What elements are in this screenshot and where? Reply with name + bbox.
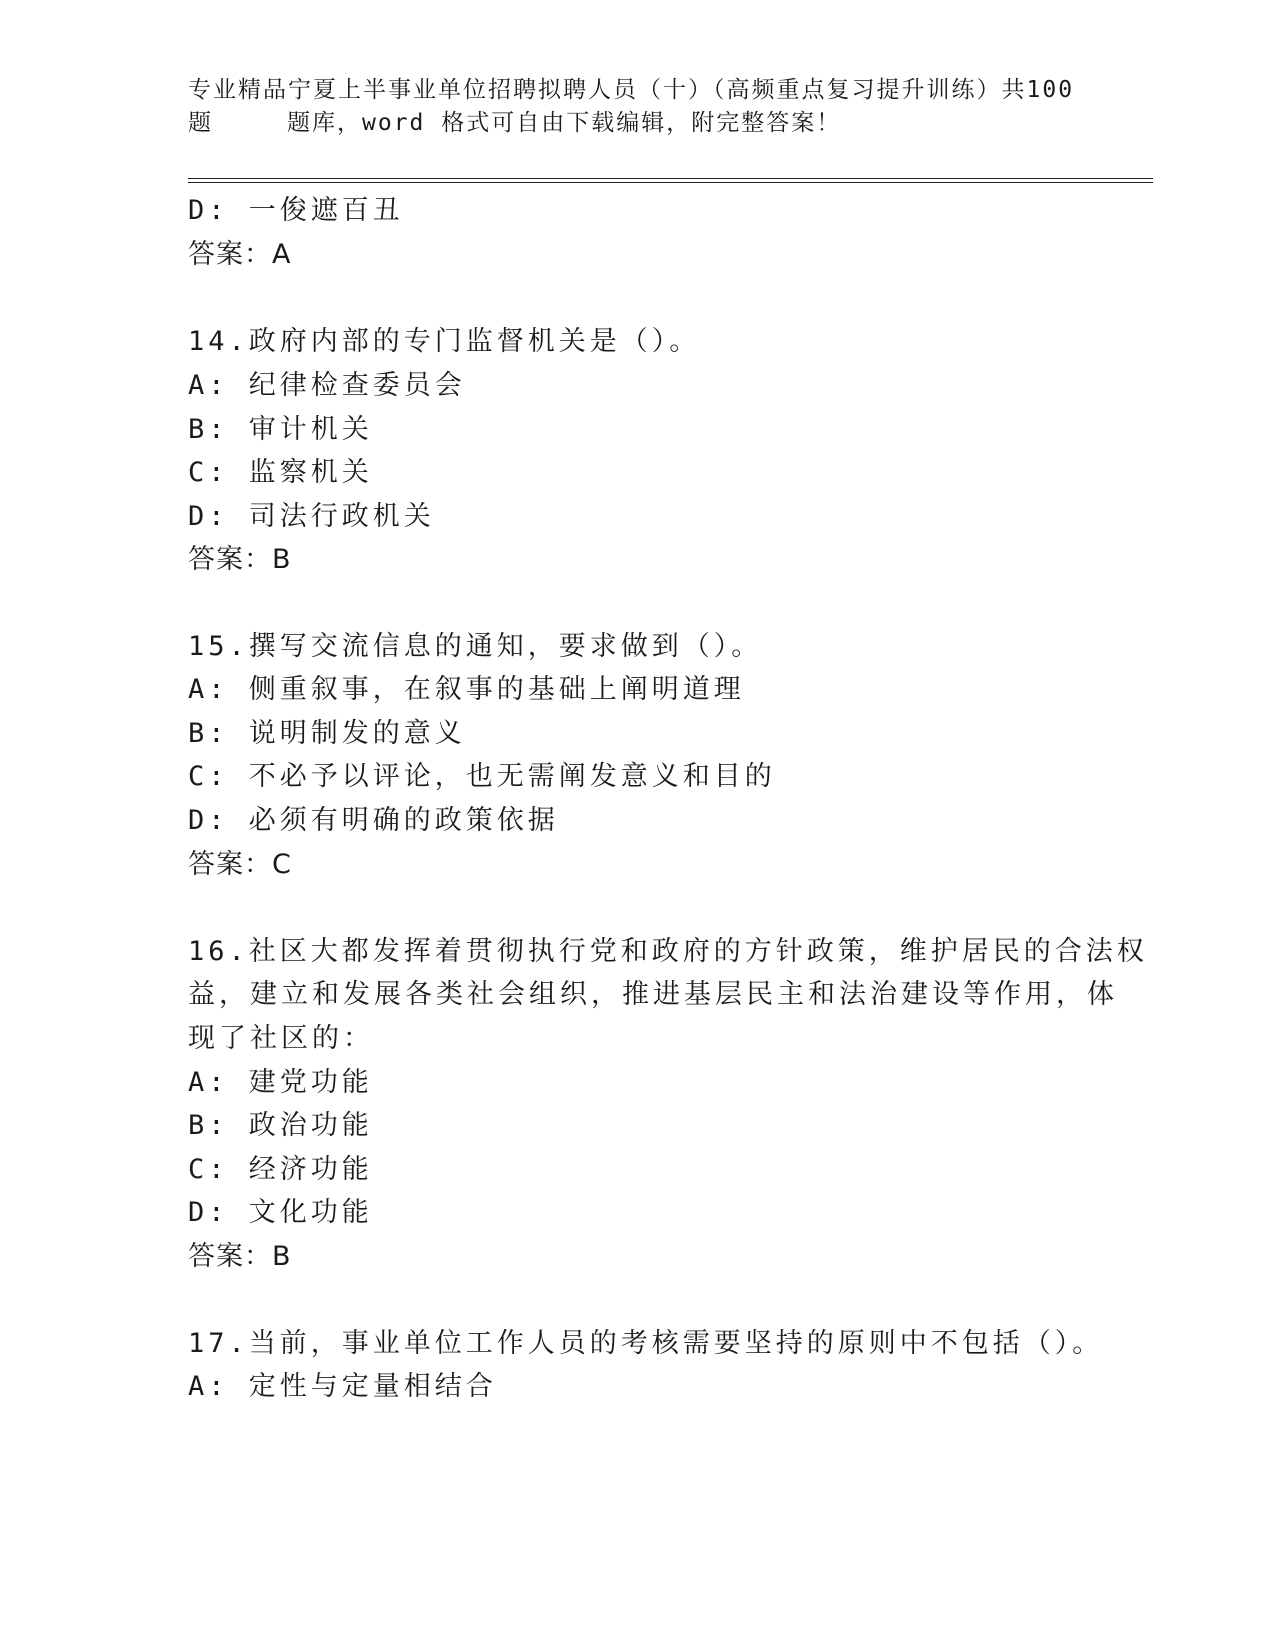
- q16-stem-line-3: 现了社区的：: [188, 1023, 374, 1054]
- page-header: [188, 74, 1088, 140]
- q16-answer: 答案：B: [188, 1241, 292, 1272]
- q17-stem: 17.当前，事业单位工作人员的考核需要坚持的原则中不包括（）。: [188, 1328, 1104, 1359]
- q14-option-b: B: 审计机关: [188, 414, 373, 445]
- q16-stem-line-1: 16.社区大都发挥着贯彻执行党和政府的方针政策，维护居民的合法权: [188, 936, 1148, 967]
- header-rule-top: [188, 178, 1153, 179]
- q15-option-d: D: 必须有明确的政策依据: [188, 805, 559, 836]
- q14-option-a: A: 纪律检查委员会: [188, 370, 466, 401]
- q17-option-a: A: 定性与定量相结合: [188, 1371, 497, 1402]
- q14-stem: 14.政府内部的专门监督机关是（）。: [188, 326, 701, 357]
- q16-option-c: C: 经济功能: [188, 1154, 373, 1185]
- q15-stem: 15.撰写交流信息的通知，要求做到（）。: [188, 631, 763, 662]
- prev-answer: 答案：A: [188, 239, 292, 270]
- prev-option-d: D: 一俊遮百丑: [188, 195, 404, 226]
- q16-option-a: A: 建党功能: [188, 1067, 373, 1098]
- q15-option-c: C: 不必予以评论，也无需阐发意义和目的: [188, 761, 776, 792]
- q15-option-a: A: 侧重叙事，在叙事的基础上阐明道理: [188, 674, 745, 705]
- header-line-2-tail: 题库，word 格式可自由下载编辑，附完整答案！: [287, 110, 842, 136]
- q16-option-b: B: 政治功能: [188, 1110, 373, 1141]
- header-rule-bottom: [188, 182, 1153, 183]
- header-line-1: 专业精品宁夏上半事业单位招聘拟聘人员（十）（高频重点复习提升训练）共100: [188, 77, 1075, 103]
- q14-answer: 答案：B: [188, 544, 292, 575]
- q16-stem-line-2: 益，建立和发展各类社会组织，推进基层民主和法治建设等作用，体: [188, 979, 1118, 1010]
- header-line-2: [188, 107, 1088, 140]
- q14-option-d: D: 司法行政机关: [188, 501, 435, 532]
- header-line-2-head: 题: [188, 110, 213, 136]
- q15-answer: 答案：C: [188, 849, 292, 880]
- q16-option-d: D: 文化功能: [188, 1197, 373, 1228]
- q14-option-c: C: 监察机关: [188, 457, 373, 488]
- q15-option-b: B: 说明制发的意义: [188, 718, 466, 749]
